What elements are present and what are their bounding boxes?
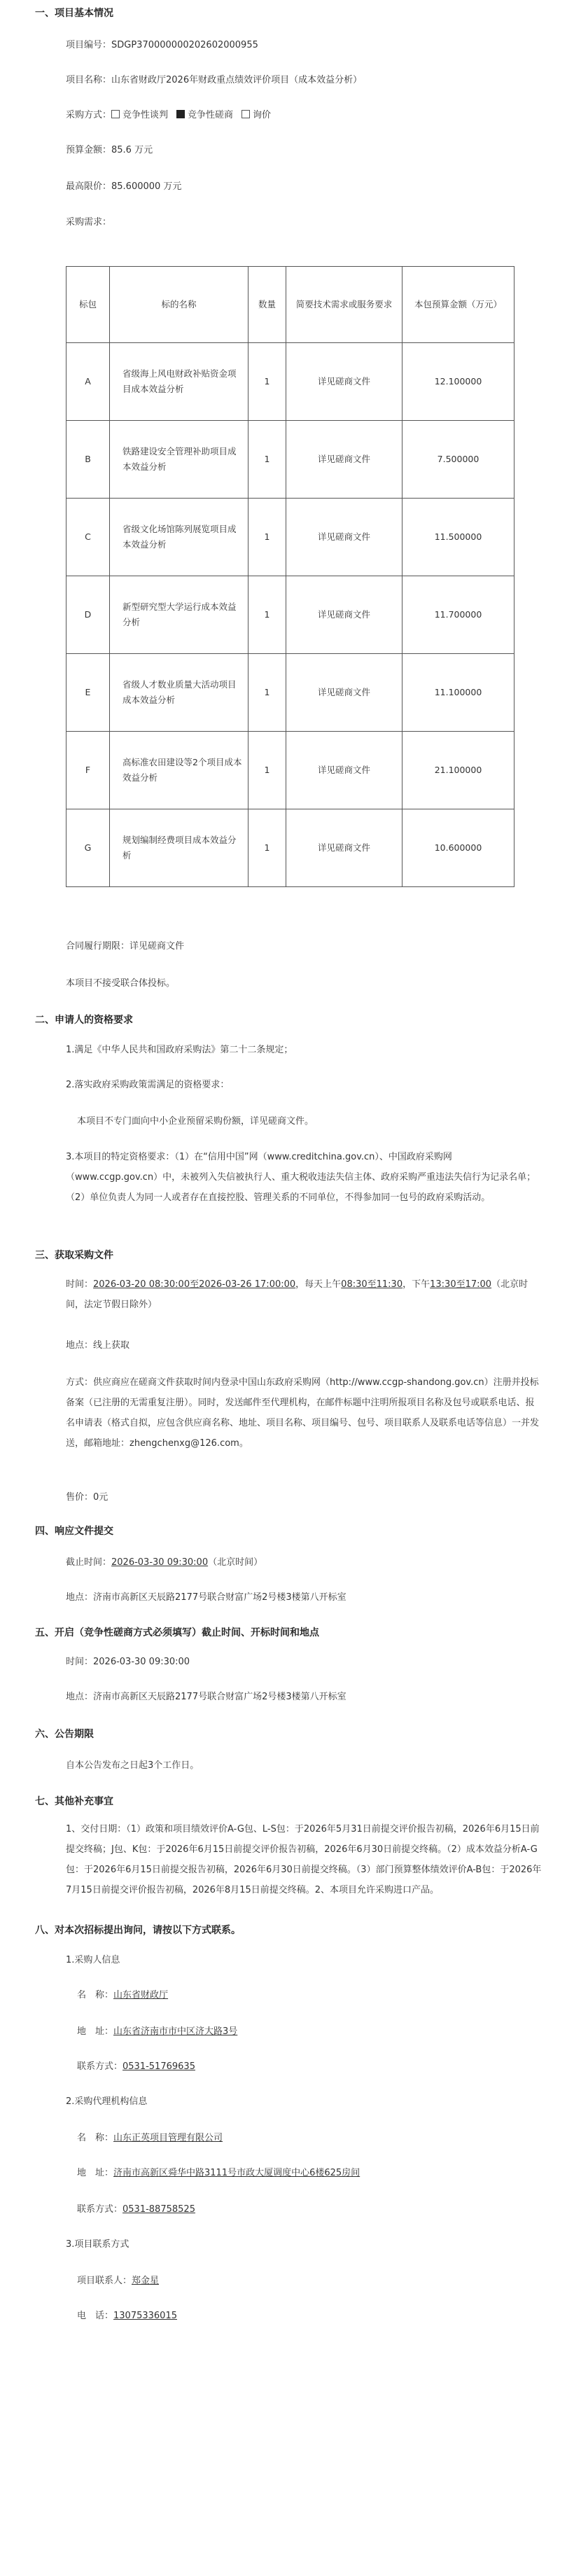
cell-budget: 21.100000 <box>402 732 514 809</box>
document-price: 售价：0元 <box>66 1492 108 1503</box>
cell-budget: 11.500000 <box>402 499 514 576</box>
cell-requirements: 详见磋商文件 <box>286 654 402 732</box>
project-number: 项目编号：SDGP370000000202602000955 <box>66 40 258 50</box>
table-row <box>66 343 514 421</box>
cell-package: A <box>66 343 110 421</box>
cell-budget: 12.100000 <box>402 343 514 421</box>
cell-budget: 7.500000 <box>402 421 514 499</box>
contact-info-title: 3.项目联系方式 <box>66 2239 130 2250</box>
section-4-title: 四、响应文件提交 <box>35 1526 113 1537</box>
qualification-1: 1.满足《中华人民共和国政府采购法》第二十二条规定； <box>66 1045 293 1055</box>
cell-package: E <box>66 654 110 732</box>
method-label: 采购方式： <box>66 110 112 120</box>
header-requirements: 简要技术需求或服务要求 <box>286 267 402 343</box>
cell-quantity: 1 <box>248 421 286 499</box>
buyer-name: 名 称：山东省财政厅 <box>77 1990 169 2000</box>
cell-budget: 10.600000 <box>402 809 514 887</box>
cell-item-name: 新型研究型大学运行成本效益分析 <box>110 576 248 654</box>
header-quantity: 数量 <box>248 267 286 343</box>
procurement-method <box>66 109 279 123</box>
agent-info-title: 2.采购代理机构信息 <box>66 2096 148 2107</box>
acquisition-method: 方式：供应商应在磋商文件获取时间内登录中国山东政府采购网（http://www.ccgp-shandong.gov.cn）注册并投标备案（已注册的无需重复注册）。同时，发送邮件至代理机构，在邮件标题中注明所报项目名称及包号或联系电话、报名申请表（格式自拟，应包含供应商名称、地址、项目名称、项目编号、包号、项目联系人及联系电话等信息）一并发送，邮箱地址：zhengchenxg@126.com。 <box>66 1377 540 1449</box>
max-price: 最高限价：85.600000 万元 <box>66 181 182 192</box>
requirements-label: 采购需求： <box>66 217 112 228</box>
cell-item-name: 省级海上风电财政补贴资金项目成本效益分析 <box>110 343 248 421</box>
cell-item-name: 规划编制经费项目成本效益分析 <box>110 809 248 887</box>
section-2-title: 二、申请人的资格要求 <box>35 1015 133 1026</box>
checkbox-icon <box>111 110 120 118</box>
project-name: 项目名称：山东省财政厅2026年财政重点绩效评价项目（成本效益分析） <box>66 75 363 85</box>
agent-name: 名 称：山东正英项目管理有限公司 <box>77 2133 223 2143</box>
cell-quantity: 1 <box>248 499 286 576</box>
deadline-value: 2026-03-30 09:30:00 <box>111 1557 209 1568</box>
acquisition-place: 地点：线上获取 <box>66 1340 130 1351</box>
table-row <box>66 576 514 654</box>
cell-package: C <box>66 499 110 576</box>
table-row <box>66 654 514 732</box>
section-1-title: 一、项目基本情况 <box>35 8 113 19</box>
agent-address: 地 址：济南市高新区舜华中路3111号市政大厦调度中心6楼625房间 <box>77 2168 360 2178</box>
contract-term: 合同履行期限：详见磋商文件 <box>66 941 185 952</box>
section-8-title: 八、对本次招标提出询问，请按以下方式联系。 <box>35 1925 241 1936</box>
agent-phone: 联系方式：0531-88758525 <box>77 2204 195 2215</box>
section-3-title: 三、获取采购文件 <box>35 1250 113 1261</box>
cell-requirements: 详见磋商文件 <box>286 576 402 654</box>
section-7-title: 七、其他补充事宜 <box>35 1796 113 1807</box>
opening-time: 时间：2026-03-30 09:30:00 <box>66 1657 190 1667</box>
submission-place: 地点：济南市高新区天辰路2177号联合财富广场2号楼3楼第八开标室 <box>66 1592 346 1603</box>
cell-requirements: 详见磋商文件 <box>286 732 402 809</box>
morning-hours: 08:30至11:30 <box>341 1279 403 1290</box>
qualification-3: 3.本项目的特定资格要求：（1）在“信用中国”网（www.creditchina.gov.cn）、中国政府采购网（www.ccgp.gov.cn）中，未被列入失信被执行人、重大税收违法失信主体、政府采购严重违法失信行为记录名单；（2）单位负责人为同一人或者存在直接控股、管理关系的不同单位，不得参加同一包号的政府采购活动。 <box>66 1152 536 1203</box>
no-consortium-note: 本项目不接受联合体投标。 <box>66 978 176 989</box>
buyer-phone: 联系方式：0531-51769635 <box>77 2061 195 2072</box>
header-package: 标包 <box>66 267 110 343</box>
method-option-inquiry: 询价 <box>241 110 271 120</box>
cell-requirements: 详见磋商文件 <box>286 421 402 499</box>
method-option-consultation: 竞争性磋商 <box>176 110 233 120</box>
cell-item-name: 铁路建设安全管理补助项目成本效益分析 <box>110 421 248 499</box>
cell-requirements: 详见磋商文件 <box>286 343 402 421</box>
buyer-address: 地 址：山东省济南市市中区济大路3号 <box>77 2026 238 2037</box>
qualification-2: 2.落实政府采购政策需满足的资格要求： <box>66 1080 230 1090</box>
cell-package: G <box>66 809 110 887</box>
header-item-name: 标的名称 <box>110 267 248 343</box>
cell-quantity: 1 <box>248 576 286 654</box>
cell-item-name: 省级人才数业质量大活动项目成本效益分析 <box>110 654 248 732</box>
cell-requirements: 详见磋商文件 <box>286 809 402 887</box>
header-budget: 本包预算金额（万元） <box>402 267 514 343</box>
acquisition-time: 时间：2026-03-20 08:30:00至2026-03-26 17:00:00，每天上午08:30至11:30，下午13:30至17:00（北京时间，法定节假日除外） <box>66 1279 528 1310</box>
section-6-title: 六、公告期限 <box>35 1729 94 1740</box>
cell-item-name: 省级文化场馆陈列展览项目成本效益分析 <box>110 499 248 576</box>
cell-package: F <box>66 732 110 809</box>
cell-quantity: 1 <box>248 343 286 421</box>
cell-quantity: 1 <box>248 809 286 887</box>
cell-item-name: 高标准农田建设等2个项目成本效益分析 <box>110 732 248 809</box>
section-5-title: 五、开启（竞争性磋商方式必须填写）截止时间、开标时间和地点 <box>35 1627 319 1638</box>
table-row <box>66 499 514 576</box>
table-header-row <box>66 267 514 343</box>
afternoon-hours: 13:30至17:00 <box>430 1279 492 1290</box>
cell-requirements: 详见磋商文件 <box>286 499 402 576</box>
checkbox-checked-icon <box>176 110 185 118</box>
cell-budget: 11.100000 <box>402 654 514 732</box>
cell-quantity: 1 <box>248 732 286 809</box>
opening-place: 地点：济南市高新区天辰路2177号联合财富广场2号楼3楼第八开标室 <box>66 1692 346 1702</box>
submission-deadline: 截止时间：2026-03-30 09:30:00（北京时间） <box>66 1557 263 1568</box>
budget-amount: 预算金额：85.6 万元 <box>66 145 153 155</box>
table-row <box>66 421 514 499</box>
buyer-info-title: 1.采购人信息 <box>66 1955 120 1965</box>
table-row <box>66 809 514 887</box>
announcement-period: 自本公告发布之日起3个工作日。 <box>66 1760 200 1771</box>
contact-person: 项目联系人：郑金星 <box>77 2276 160 2286</box>
cell-budget: 11.700000 <box>402 576 514 654</box>
requirements-table <box>66 266 514 887</box>
checkbox-icon <box>241 110 250 118</box>
contact-phone: 电 话：13075336015 <box>77 2311 177 2321</box>
time-range: 2026-03-20 08:30:00至2026-03-26 17:00:00 <box>93 1279 296 1290</box>
method-option-negotiation: 竞争性谈判 <box>111 110 168 120</box>
cell-package: B <box>66 421 110 499</box>
cell-package: D <box>66 576 110 654</box>
supplementary-matters: 1、交付日期：（1）政策和项目绩效评价A-G包、L-S包：于2026年5月31日前提交评价报告初稿，2026年6月15日前提交终稿；J包、K包：于2026年6月15日前提交评价报告初稿，2026年6月30日前提交终稿。（2）成本效益分析A-G包：于2026年6月15日前提交报告初稿，2026年6月30日前提交终稿。（3）部门预算整体绩效评价A-B包：于2026年7月15日前提交评价报告初稿，2026年8月15日前提交终稿。2、本项目允许采购进口产品。 <box>66 1824 542 1895</box>
cell-quantity: 1 <box>248 654 286 732</box>
qualification-2-detail: 本项目不专门面向中小企业预留采购份额，详见磋商文件。 <box>77 1116 314 1127</box>
table-row <box>66 732 514 809</box>
